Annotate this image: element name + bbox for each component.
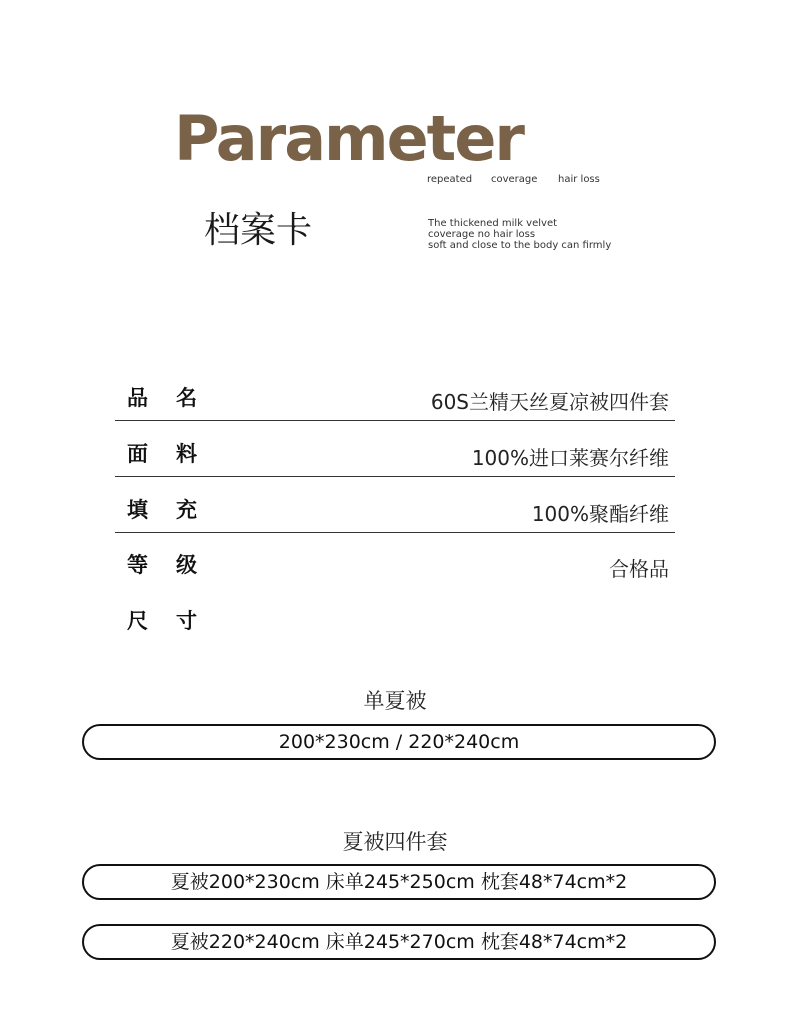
param-row-filling <box>115 492 675 533</box>
tag-repeated: repeated <box>427 174 473 185</box>
description-line: soft and close to the body can firmly <box>428 240 612 251</box>
param-label: 品名 <box>127 386 225 410</box>
description-line: coverage no hair loss <box>428 229 536 240</box>
size-option-set-2: 夏被220*240cm 床单245*270cm 枕套48*74cm*2 <box>82 924 716 960</box>
page-title-cn: 档案卡 <box>204 210 313 251</box>
param-label: 等级 <box>127 553 225 577</box>
param-value: 合格品 <box>609 557 669 581</box>
size-option-set-1: 夏被200*230cm 床单245*250cm 枕套48*74cm*2 <box>82 864 716 900</box>
tag-coverage: coverage <box>491 174 538 185</box>
tag-hair-loss: hair loss <box>558 174 600 185</box>
section-title-single: 单夏被 <box>363 689 427 713</box>
param-row-size <box>115 603 675 643</box>
param-value: 100%进口莱赛尔纤维 <box>471 446 669 470</box>
param-label: 尺寸 <box>127 609 225 633</box>
param-row-grade <box>115 547 675 587</box>
size-option-single: 200*230cm / 220*240cm <box>82 724 716 760</box>
description <box>428 218 611 251</box>
param-row-fabric <box>115 436 675 477</box>
page-title-en: Parameter <box>174 102 523 175</box>
param-row-product-name <box>115 380 675 421</box>
param-label: 面料 <box>127 442 225 466</box>
description-line: The thickened milk velvet <box>428 218 558 229</box>
param-label: 填充 <box>127 498 225 522</box>
param-value: 100%聚酯纤维 <box>531 502 669 526</box>
section-title-set: 夏被四件套 <box>342 830 448 854</box>
param-value: 60S兰精天丝夏凉被四件套 <box>430 390 669 414</box>
